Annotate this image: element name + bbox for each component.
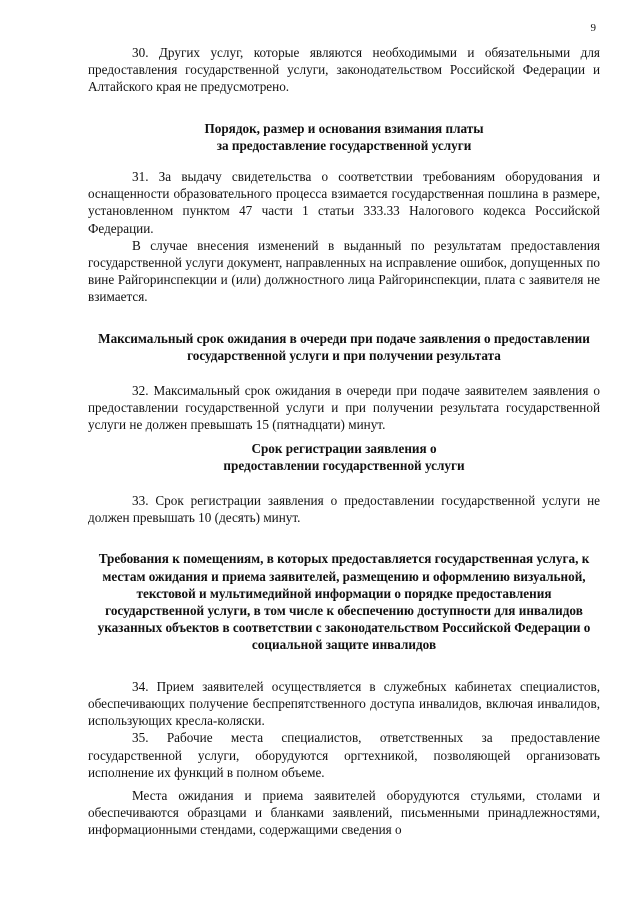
paragraph-31: 31. За выдачу свидетельства о соответствии требованиям оборудования и оснащенности образовательного процесса взимается государственная пошлина в размере, установленном пунктом 47 части 1 статьи 333.33 Налогового кодекса Российской Федерации. <box>88 169 600 236</box>
paragraph-32: 32. Максимальный срок ожидания в очереди при подаче заявителем заявления о предоставлении государственной услуги и при получении результата государственной услуги не должен превышать 15 (пятнадцати) минут. <box>88 383 600 433</box>
paragraph-34: 34. Прием заявителей осуществляется в служебных кабинетах специалистов, обеспечивающих получение беспрепятственного доступа инвалидов, включая инвалидов, использующих кресла-коляски. <box>88 678 600 729</box>
heading-premises: Требования к помещениям, в которых предоставляется государственная услуга, к местам ожидания и приема заявителей, размещению и оформлению визуальной, текстовой и мультимедийной информации о порядке предоставления государственной услуги, в том числе к обеспечению доступности для инвалидов указанных объектов в соответствии с законодательством Российской Федерации о социальной защите инвалидов <box>97 551 591 653</box>
heading-max-wait: Максимальный срок ожидания в очереди при подаче заявления о предоставлении государственной услуги и при получении результата <box>98 330 590 363</box>
paragraph-35-continued: Места ожидания и приема заявителей оборудуются стульями, столами и обеспечиваются образцами и бланками заявлений, письменными принадлежностями, информационными стендами, содержащими сведения о <box>88 787 600 838</box>
heading-fee: Порядок, размер и основания взимания платы за предоставление государственной услуги <box>204 120 484 153</box>
paragraph-33: 33. Срок регистрации заявления о предоставлении государственной услуги не должен превышать 10 (десять) минут. <box>88 493 600 526</box>
paragraph-30: 30. Других услуг, которые являются необходимыми и обязательными для предоставления государственной услуги, законодательством Российской Федерации и Алтайского края не предусмотрено. <box>88 45 600 95</box>
paragraph-31-continued: В случае внесения изменений в выданный по результатам предоставления государственной услуги документ, направленных на исправление ошибок, допущенных по вине Райгоринспекции и (или) должностного лица Райгоринспекции, плата с заявителя не взимается. <box>88 237 600 305</box>
document-body <box>88 44 600 839</box>
page-number: 9 <box>590 22 596 34</box>
paragraph-35: 35. Рабочие места специалистов, ответственных за предоставление государственной услуги, оборудуются оргтехникой, позволяющей организовать исполнение их функций в полном объеме. <box>88 730 600 780</box>
heading-registration: Срок регистрации заявления о предоставлении государственной услуги <box>223 440 465 473</box>
